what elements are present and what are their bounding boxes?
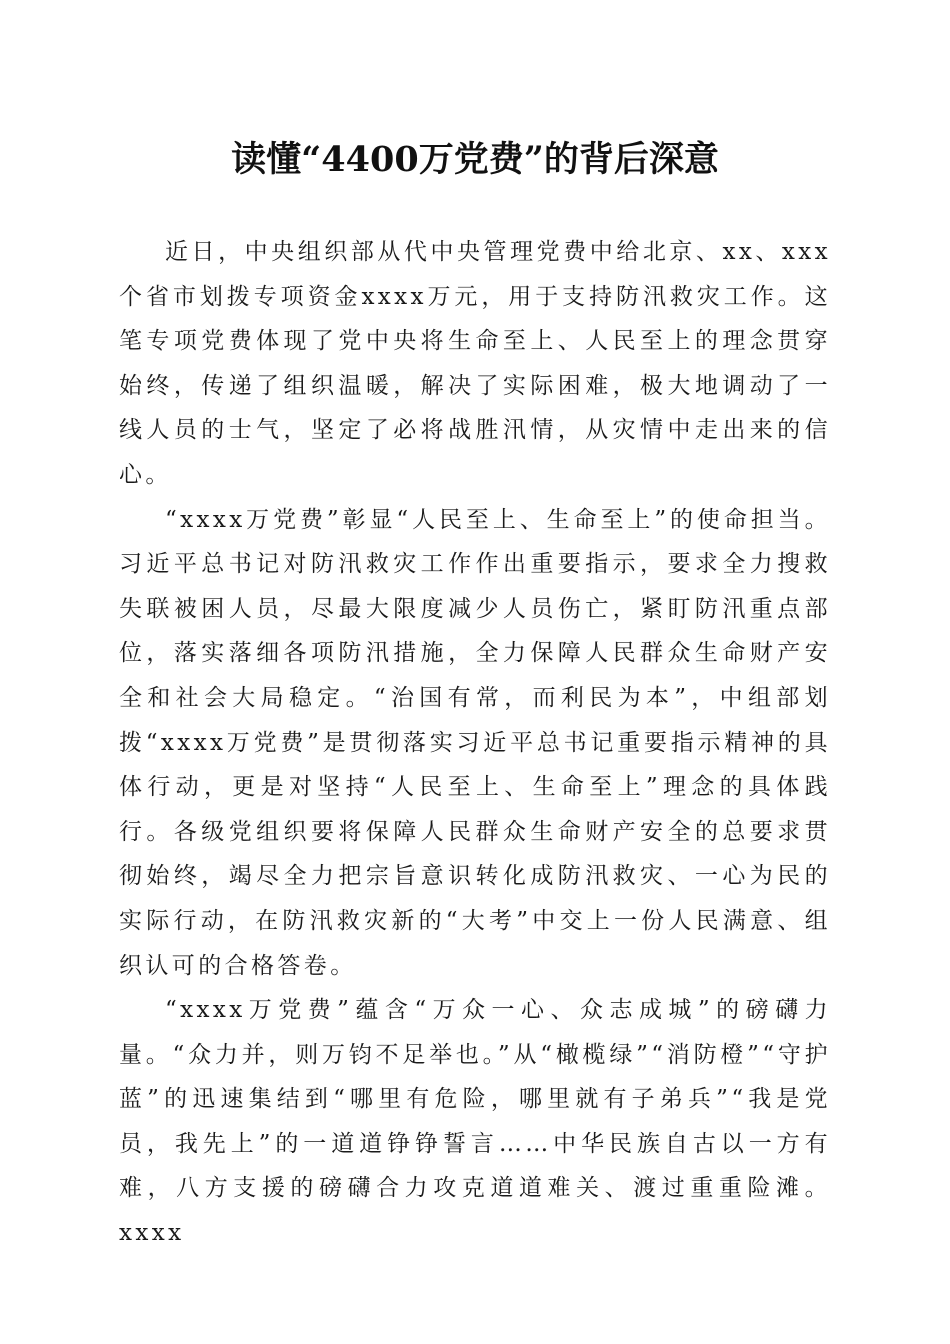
paragraph-2: “xxxx万党费”彰显“人民至上、生命至上”的使命担当。习近平总书记对防汛救灾工作作出重要指示，要求全力搜救失联被困人员，尽最大限度减少人员伤亡，紧盯防汛重点部位，落实落细各项防汛措施，全力保障人民群众生命财产安全和社会大局稳定。“治国有常，而利民为本”，中组部划拨“xxxx万党费”是贯彻落实习近平总书记重要指示精神的具体行动，更是对坚持“人民至上、生命至上”理念的具体践行。各级党组织要将保障人民群众生命财产安全的总要求贯彻始终，竭尽全力把宗旨意识转化成防汛救灾、一心为民的实际行动，在防汛救灾新的“大考”中交上一份人民满意、组织认可的合格答卷。 xyxy=(119,506,831,979)
document-body xyxy=(119,230,831,1256)
paragraph-3: “xxxx万党费”蕴含“万众一心、众志成城”的磅礴力量。“众力并，则万钧不足举也。”从“橄榄绿”“消防橙”“守护蓝”的迅速集结到“哪里有危险，哪里就有子弟兵”“我是党员，我先上”的一道道铮铮誓言……中华民族自古以一方有难，八方支援的磅礴合力攻克道道难关、渡过重重险滩。xxxx xyxy=(119,997,831,1247)
document-title: 读懂“4400万党费”的背后深意 xyxy=(231,139,719,180)
paragraph-1: 近日，中央组织部从代中央管理党费中给北京、xx、xxx个省市划拨专项资金xxxx万元，用于支持防汛救灾工作。这笔专项党费体现了党中央将生命至上、人民至上的理念贯穿始终，传递了组织温暖，解决了实际困难，极大地调动了一线人员的士气，坚定了必将战胜汛情，从灾情中走出来的信心。 xyxy=(119,239,831,488)
